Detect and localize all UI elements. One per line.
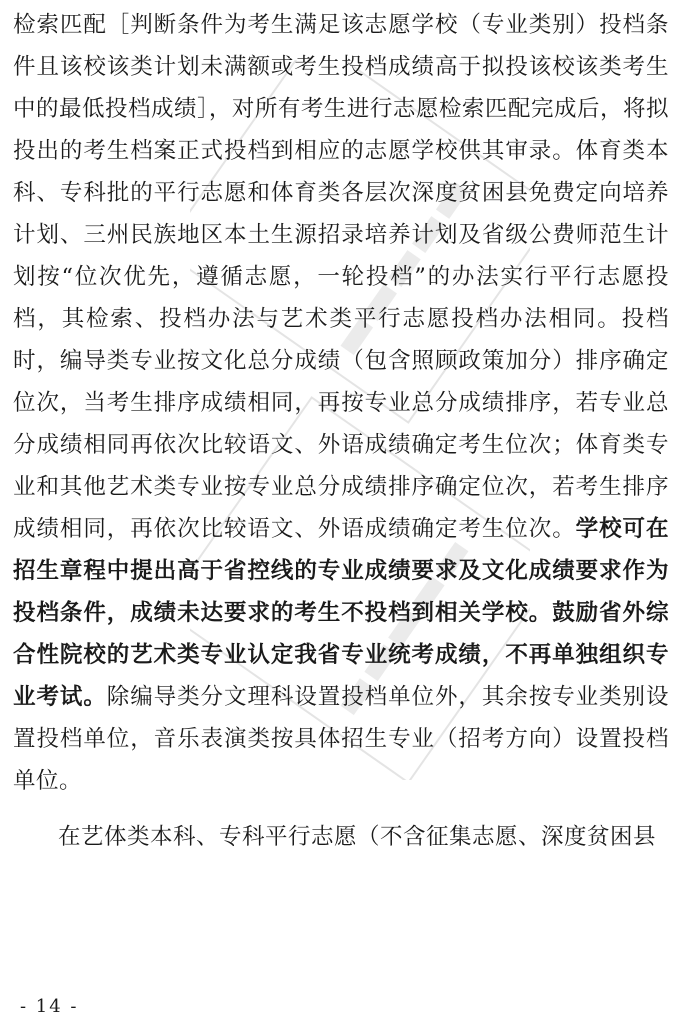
paragraph bbox=[13, 816, 669, 858]
paragraph bbox=[13, 4, 669, 802]
paragraph-text: 检索匹配［判断条件为考生满足该志愿学校（专业类别）投档条件且该校该类计划未满额或考生投档成绩高于拟投该校该类考生中的最低投档成绩］，对所有考生进行志愿检索匹配完成后，将拟投出的考生档案正式投档到相应的志愿学校供其审录。体育类本科、专科批的平行志愿和体育类各层次深度贫困县免费定向培养计划、三州民族地区本土生源招录培养计划及省级公费师范生计划按“位次优先，遵循志愿，一轮投档”的办法实行平行志愿投档，其检索、投档办法与艺术类平行志愿投档办法相同。投档时，编导类专业按文化总分成绩（包含照顾政策加分）排序确定位次，当考生排序成绩相同，再按专业总分成绩排序，若专业总分成绩相同再依次比较语文、外语成绩确定考生位次；体育类专业和其他艺术类专业按专业总分成绩排序确定位次，若考生排序成绩相同，再依次比较语文、外语成绩确定考生位次。 bbox=[13, 12, 669, 542]
page-number: - 14 - bbox=[20, 996, 79, 1017]
paragraph-text: 除编导类分文理科设置投档单位外，其余按专业类别设置投档单位，音乐表演类按具体招生专业（招考方向）设置投档单位。 bbox=[13, 684, 669, 794]
svg-text:▬▬▬▬▬: ▬▬▬▬▬ bbox=[321, 527, 483, 727]
paragraph-text: 在艺体类本科、专科平行志愿（不含征集志愿、深度贫困县 bbox=[58, 824, 657, 850]
svg-text:▬▬▬▬▬: ▬▬▬▬▬ bbox=[321, 167, 483, 367]
body-text bbox=[13, 4, 669, 858]
paragraph-bold-text: 学校可在招生章程中提出高于省控线的专业成绩要求及文化成绩要求作为投档条件，成绩未达要求的考生不投档到相关学校。鼓励省外综合性院校的艺术类专业认定我省专业统考成绩，不再单独组织专业考试。 bbox=[13, 516, 669, 710]
